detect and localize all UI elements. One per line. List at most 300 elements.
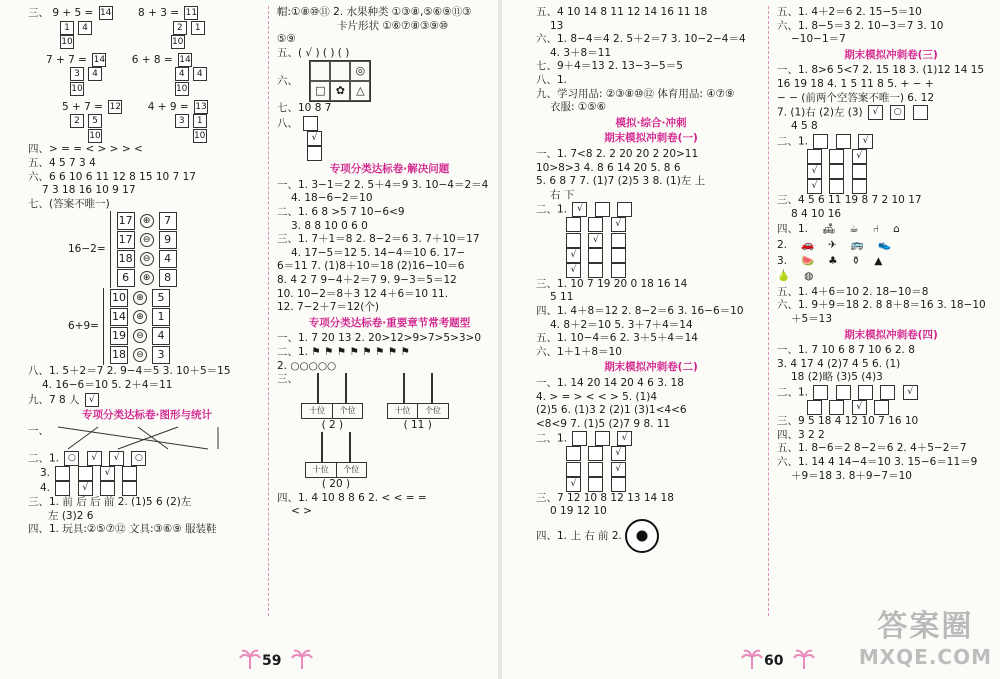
box: √ — [87, 451, 102, 466]
answer-box: 12 — [109, 101, 122, 112]
box — [307, 146, 322, 161]
eq-text: 6 + 8 = — [131, 53, 173, 66]
s1-q4-row — [28, 481, 266, 496]
box — [122, 466, 137, 481]
box — [566, 462, 581, 477]
box — [595, 202, 610, 217]
tree-icon: ♣ — [828, 254, 838, 267]
box — [588, 477, 603, 492]
q-label: 三、 — [277, 373, 298, 386]
matching-line — [28, 425, 266, 451]
bond-row — [115, 250, 179, 268]
box-row — [536, 462, 766, 477]
plate-icon: ◍ — [804, 270, 814, 283]
box — [595, 431, 610, 446]
q3-label: 三、 — [28, 7, 49, 19]
box: √ — [566, 477, 581, 492]
box — [858, 385, 873, 400]
split-box: 2 — [70, 114, 84, 128]
box — [566, 446, 581, 461]
op-circle: ⊕ — [133, 291, 147, 305]
sub-box: 10 — [171, 37, 184, 48]
palm-tree-icon — [238, 647, 262, 671]
q5-line: 五、( √ ) ( ) ( ) — [277, 46, 350, 59]
answer-line: 10>8>3 4. 8 6 14 20 5. 8 6 — [536, 161, 681, 174]
box — [807, 400, 822, 415]
q8-label: 八、 — [277, 117, 298, 130]
abacus-label: 十位 — [302, 404, 333, 418]
bond-box: 1 — [152, 308, 170, 326]
op-circle: ⊖ — [140, 233, 154, 247]
bond-box: 18 — [117, 250, 135, 268]
box — [807, 149, 822, 164]
answer-box: 11 — [185, 8, 198, 18]
abacus — [301, 373, 363, 432]
box-row — [536, 431, 766, 446]
box — [78, 466, 93, 481]
eq-row-3 — [28, 100, 266, 115]
answer-line: 右 下 — [550, 188, 575, 201]
answer-line: 一、1. 3−1＝2 2. 5＋4＝9 3. 10−4＝2＝4 — [277, 178, 489, 191]
tree-root: 16−2= — [68, 243, 106, 256]
box — [611, 477, 626, 492]
split-box: 1 — [193, 114, 207, 128]
cup-icon: ☕ — [849, 223, 859, 236]
answer-line: 五、1. 4＋2＝6 2. 15−5＝10 — [777, 6, 922, 18]
number-bond-tree-2 — [68, 288, 266, 365]
q1-label: 一、 — [28, 424, 49, 437]
box: √ — [109, 451, 124, 466]
abacus-row — [277, 373, 502, 432]
q-label: 二、1. — [536, 432, 568, 445]
answer-line: 7. (1)右 (2)左 (3) — [777, 106, 863, 119]
split-row-1 — [28, 21, 266, 36]
bond-box: 14 — [110, 308, 128, 326]
answer-box: 14 — [99, 8, 112, 18]
box-row — [536, 446, 766, 461]
box — [836, 385, 851, 400]
box — [829, 400, 844, 415]
left-column-1 — [28, 6, 266, 537]
answer-line: 六、1. 8−5＝3 2. 10−3＝7 3. 10 — [777, 19, 944, 32]
split-box: 1 — [191, 21, 205, 35]
answer-line: 五、1. 8−6＝2 8−2＝6 2. 4＋5−2＝7 — [777, 442, 967, 455]
bond-box: 9 — [159, 231, 177, 249]
icons-row — [777, 239, 1000, 253]
box: ○ — [131, 451, 146, 466]
flags-row: 二、1. ⚑ ⚑ ⚑ ⚑ ⚑ ⚑ ⚑ ⚑ — [277, 345, 411, 358]
answer-line: 二、1. 6 8 >5 7 10−6<9 — [277, 206, 405, 219]
op-circle: ⊖ — [133, 348, 147, 362]
box — [566, 217, 581, 232]
box — [829, 179, 844, 194]
eq-text: 7 + 7 = — [46, 53, 87, 66]
answer-line: 三、1. 7＋1＝8 2. 8−2＝6 3. 7＋10＝17 — [277, 233, 480, 246]
watermark-url: MXQE.COM — [858, 645, 992, 669]
abacus-label: 十位 — [388, 404, 419, 418]
box: √ — [611, 217, 626, 232]
answer-line: 三、4 5 6 11 19 8 7 2 10 17 — [777, 194, 922, 207]
box: √ — [903, 385, 918, 400]
box: √ — [566, 248, 581, 263]
bond-box: 19 — [110, 327, 128, 345]
answer-line: 一、1. 14 20 14 20 4 6 3. 18 — [536, 376, 684, 389]
op-circle: ⊕ — [140, 214, 154, 228]
answer-line: 3. 4 17 4 (2)7 4 5 6. (1) — [777, 357, 901, 370]
fruit-icon: 🍉 — [801, 254, 815, 267]
shape-grid: ◎ □ ✿ △ — [309, 60, 371, 102]
s1-line: 四、1. 玩具:②⑤⑦⑫ 文具:③⑥⑨ 服装鞋 — [28, 523, 217, 536]
text-line: 卡片形状 ①⑥⑦⑧③⑨⑩ — [337, 19, 449, 32]
op-circle: ⊕ — [140, 271, 154, 285]
text-line: 帽:①⑧⑩⑪ 2. 水果种类 ①③⑧,⑤⑥⑨⑪③ — [277, 6, 472, 18]
answer-line: 四、1. 4＋8＝12 2. 8−2＝6 3. 16−6＝10 — [536, 304, 744, 317]
bus-icon: 🚌 — [850, 239, 864, 251]
answer-line: (2)5 6. (1)3 2 (2)1 (3)1<4<6 — [536, 404, 687, 417]
eq-row-2 — [28, 53, 266, 68]
answer-line: 八、1. — [536, 73, 568, 86]
chair-icon: ⑁ — [872, 223, 880, 236]
answer-line: 4. > = > < < > 5. (1)4 — [536, 390, 658, 403]
box — [874, 400, 889, 415]
q-label: 二、1. — [536, 203, 568, 216]
watermark — [859, 601, 992, 669]
box — [611, 248, 626, 263]
bond-row — [115, 212, 179, 230]
box: √ — [852, 149, 867, 164]
answer-line: < > — [291, 505, 312, 518]
box — [55, 481, 70, 496]
answer-line: 三、1. 10 7 19 20 0 18 16 14 — [536, 277, 688, 290]
sub-row-2 — [28, 82, 266, 97]
box: ○ — [64, 451, 79, 466]
section-title: 专项分类达标卷·重要章节常考题型 — [308, 316, 471, 329]
page-number: 60 — [764, 653, 784, 669]
bond-box: 7 — [159, 212, 177, 230]
bond-box: 8 — [159, 269, 177, 287]
answer-line: 16 19 18 4. 1 5 11 8 5. + − + — [777, 77, 934, 90]
bond-row — [115, 269, 179, 287]
pear-icon: 🍐 — [777, 270, 791, 283]
abacus-row2 — [277, 432, 502, 491]
answer-line: 五、1. 4＋6＝10 2. 18−10＝8 — [777, 285, 929, 298]
answer-line: 三、7 12 10 8 12 13 14 18 — [536, 491, 674, 504]
box-row — [536, 248, 766, 263]
abacus — [387, 373, 449, 432]
op-circle: ⊕ — [133, 310, 147, 324]
q8-line: 八、1. 5＋2＝7 2. 9−4＝5 3. 10＋5＝15 — [28, 365, 231, 378]
abacus — [305, 432, 367, 491]
box: √ — [307, 131, 322, 146]
box-row — [777, 400, 1000, 415]
q-label: 二、1. — [777, 135, 809, 148]
answer-line: 12. 7−2＋7＝12(个) — [277, 301, 379, 314]
final-row — [536, 519, 766, 553]
abacus-value: ( 11 ) — [403, 418, 432, 431]
split-box: 4 — [78, 21, 92, 35]
box — [813, 385, 828, 400]
answer-line: 五、1. 10−4＝6 2. 3＋5＋4＝14 — [536, 332, 698, 345]
sub-box: 10 — [61, 37, 73, 48]
split-box: 2 — [173, 21, 187, 35]
answer-line: 五、4 10 14 8 11 12 14 16 11 18 — [536, 6, 708, 18]
box — [813, 134, 828, 149]
icons-row — [777, 223, 1000, 237]
box-row — [777, 164, 1000, 179]
answer-line: 4. 17−5＝12 5. 14−4＝10 6. 17− — [291, 246, 466, 259]
answer-line: 四、1. 4 10 8 8 6 2. < < = = — [277, 491, 427, 504]
eq-text: 9 + 5 = — [52, 7, 94, 19]
op-circle: ⊖ — [140, 252, 154, 266]
bond-box: 10 — [110, 289, 128, 307]
right-column-1 — [536, 6, 766, 553]
answer-line: 4. 3＋8＝11 — [550, 46, 612, 59]
box: √ — [572, 202, 587, 217]
box: √ — [566, 263, 581, 278]
q6-line-cont: 7 3 18 16 10 9 17 — [42, 184, 136, 197]
box — [829, 149, 844, 164]
box — [913, 105, 928, 120]
box: √ — [588, 233, 603, 248]
box: √ — [78, 481, 93, 496]
answer-line: 6＝11 7. (1)8＋10＝18 (2)16−10＝6 — [277, 260, 465, 273]
right-page — [502, 0, 1000, 679]
answer-line: ＋9＝18 3. 8＋9−7＝10 — [791, 469, 912, 482]
abacus-value: ( 2 ) — [321, 418, 344, 431]
abacus-value: ( 20 ) — [321, 477, 351, 490]
bond-row — [108, 327, 172, 345]
box: √ — [807, 164, 822, 179]
split-box: 4 — [175, 67, 189, 81]
answer-line: ＋5＝13 — [791, 312, 833, 325]
answer-line: 一、1. 8>6 5<7 2. 15 18 3. (1)12 14 15 — [777, 64, 985, 77]
bond-box: 6 — [117, 269, 135, 287]
helicopter-icon: ✈ — [828, 239, 837, 251]
box: ○ — [890, 105, 905, 120]
box — [880, 385, 895, 400]
answer-line: <8<9 7. (1)5 (2)7 9 8. 11 — [536, 417, 671, 430]
q6-label: 六、 — [277, 75, 298, 88]
answer-line: 一、1. 7<8 2. 2 20 20 2 20>11 — [536, 147, 699, 160]
bond-box: 17 — [117, 212, 135, 230]
section-title: 期末模拟冲刺卷(三) — [844, 48, 938, 61]
sub-box: 10 — [175, 83, 188, 94]
q8-row2 — [277, 131, 502, 146]
box-row — [777, 134, 1000, 149]
bond-box: 3 — [152, 346, 170, 364]
text-line: ⑤⑨ — [277, 33, 296, 46]
box — [836, 134, 851, 149]
bond-box: 5 — [152, 289, 170, 307]
s1-line: 三、1. 前 后 后 前 2. (1)5 6 (2)左 — [28, 495, 192, 508]
box: √ — [858, 134, 873, 149]
q-label: 四、1. — [777, 223, 809, 236]
bond-box: 18 — [110, 346, 128, 364]
q8-line-cont: 4. 16−6＝10 5. 2＋4＝11 — [42, 378, 173, 391]
answer-line: 2. ○○○○○ — [277, 359, 337, 372]
left-page — [0, 0, 498, 679]
answer-box: 13 — [195, 101, 207, 112]
box — [122, 481, 137, 496]
q-label: 二、1. — [277, 345, 309, 358]
matching-lines — [58, 425, 238, 451]
armchair-icon: ⌂ — [893, 223, 900, 236]
watermark-logo: 答案圈 — [877, 609, 974, 644]
sub-box: 10 — [193, 130, 206, 141]
section-title: 专项分类达标卷·图形与统计 — [82, 409, 212, 422]
palm-tree-icon — [290, 647, 314, 671]
s1-q2-row — [28, 451, 266, 466]
answer-line: 七、9＋4＝13 2. 13−3−5＝5 — [536, 60, 683, 73]
answer-line: 10. 10−2＝8＋3 12 4＋6＝10 11. — [277, 287, 449, 300]
answer-line: 六、1. 14 4 14−4＝10 3. 15−6＝11＝9 — [777, 455, 978, 468]
abacus-label: 个位 — [339, 406, 356, 416]
split-box: 4 — [88, 67, 102, 81]
icons-row — [777, 255, 1000, 269]
sub-row-1 — [28, 35, 266, 50]
answer-line: 18 (2)略 (3)5 (4)3 — [791, 371, 883, 384]
box — [829, 164, 844, 179]
eq-text: 4 + 9 = — [147, 100, 189, 113]
box — [617, 202, 632, 217]
box — [303, 116, 318, 131]
q7-line: 七、(答案不唯一) — [28, 197, 110, 210]
box — [588, 446, 603, 461]
q9-text: 九、7 8 人 — [28, 393, 80, 406]
split-row-3 — [28, 114, 266, 129]
box — [566, 233, 581, 248]
split-box: 1 — [60, 21, 74, 35]
bond-box: 17 — [117, 231, 135, 249]
number-bond-tree-1 — [68, 211, 266, 288]
answer-line: 九、学习用品: ②③⑧⑩⑫ 体育用品: ④⑦⑨ — [536, 87, 735, 100]
section-title: 专项分类达标卷·解决问题 — [329, 163, 450, 176]
box — [852, 179, 867, 194]
box-row — [777, 385, 1000, 400]
q-label: 2. — [777, 239, 788, 251]
answer-line: 六、1. 8−4＝4 2. 5＋2＝7 3. 10−2−4＝4 — [536, 33, 746, 46]
section-title: 期末模拟冲刺卷(四) — [844, 328, 938, 341]
q-label: 二、1. — [777, 386, 809, 399]
abacus-label: 个位 — [343, 465, 360, 475]
icons-row — [777, 270, 1000, 284]
section-title: 期末模拟冲刺卷(一) — [604, 132, 698, 145]
box-row — [777, 179, 1000, 194]
split-box: 5 — [88, 114, 102, 128]
p7-row — [777, 105, 1000, 120]
section-title: 模拟·综合·冲刺 — [615, 116, 687, 129]
page-number: 59 — [262, 653, 282, 669]
s1-q3-row — [28, 466, 266, 481]
split-box: 4 — [193, 67, 207, 81]
box-row — [777, 149, 1000, 164]
box-row — [536, 233, 766, 248]
sub-box: 10 — [71, 83, 83, 94]
tree-root: 6+9= — [68, 320, 99, 333]
bond-box: 4 — [152, 327, 170, 345]
answer-line: − − (前两个空答案不唯一) 6. 12 — [777, 91, 935, 104]
shoe-icon: 👟 — [878, 239, 892, 251]
box — [611, 263, 626, 278]
answer-line: 5. 6 8 7 7. (1)7 (2)5 3 8. (1)左 上 — [536, 175, 706, 188]
answer-box: 14 — [179, 54, 191, 65]
bond-box: 4 — [159, 250, 177, 268]
eq-row-1 — [28, 6, 266, 21]
q8-row — [277, 116, 502, 131]
left-column-2 — [268, 6, 502, 616]
answer-line: 四、3 2 2 — [777, 428, 825, 441]
soccer-ball-icon — [625, 519, 659, 553]
box: √ — [100, 466, 115, 481]
box: √ — [617, 431, 632, 446]
answer-line: 4. 18−6−2＝10 — [291, 192, 373, 205]
answer-line: 六、1. 9＋9＝18 2. 8 8＋8＝16 3. 18−10 — [777, 299, 986, 312]
box — [100, 481, 115, 496]
box: √ — [868, 105, 883, 120]
abacus-label: 十位 — [306, 463, 337, 477]
q2-label: 二、1. — [28, 452, 60, 465]
answer-box: 14 — [93, 54, 106, 65]
box: √ — [611, 446, 626, 461]
answer-line: 三、9 5 18 4 12 10 7 16 10 — [777, 415, 919, 428]
sofa-icon: 🛋 — [822, 223, 836, 236]
q-label: 3. — [777, 254, 788, 267]
bond-row — [108, 346, 172, 364]
answer-line: 4. 8＋2＝10 5. 3＋7＋4＝14 — [550, 318, 693, 331]
split-box: 3 — [70, 67, 84, 81]
split-row-2 — [28, 67, 266, 82]
box — [852, 164, 867, 179]
box — [55, 466, 70, 481]
box-row — [536, 217, 766, 232]
q4-line: 四、> = = < > > > < — [28, 143, 143, 156]
box-row — [536, 477, 766, 492]
answer-line: 六、1＋1＋8＝10 — [536, 345, 622, 358]
q8-row3 — [277, 146, 502, 161]
eq-text: 8 + 3 = — [138, 7, 180, 19]
box: √ — [611, 462, 626, 477]
answer-line: 一、1. 7 10 6 8 7 10 6 2. 8 — [777, 344, 915, 357]
bottle-icon: ⚱ — [851, 254, 861, 267]
box: √ — [852, 400, 867, 415]
eq-text: 5 + 7 = — [62, 100, 103, 113]
answer-line: 衣服: ①⑤⑥ — [550, 101, 607, 114]
palm-tree-icon — [740, 647, 764, 671]
answer-line: 5 11 — [550, 291, 574, 304]
answer-line: −10−1＝7 — [791, 33, 846, 46]
q7-line: 七、10 8 7 — [277, 102, 332, 115]
answer-line: 13 — [550, 19, 564, 32]
q6-line: 六、6 6 10 6 11 12 8 15 10 7 17 — [28, 170, 196, 183]
right-column-2 — [768, 6, 1000, 616]
q9-line — [28, 393, 266, 408]
answer-line: 0 19 12 10 — [550, 505, 607, 518]
sub-row-3 — [28, 129, 266, 144]
box: √ — [807, 179, 822, 194]
abacus-label: 个位 — [424, 406, 441, 416]
box-row — [536, 202, 766, 217]
box — [572, 431, 587, 446]
box — [588, 248, 603, 263]
car-icon: 🚗 — [801, 239, 815, 251]
section-title: 期末模拟冲刺卷(二) — [604, 361, 698, 374]
box — [588, 217, 603, 232]
answer-line: 4 5 8 — [791, 120, 818, 133]
q5-line: 五、4 5 7 3 4 — [28, 156, 96, 169]
bond-row — [115, 231, 179, 249]
palm-tree-icon — [792, 647, 816, 671]
box-row — [536, 263, 766, 278]
